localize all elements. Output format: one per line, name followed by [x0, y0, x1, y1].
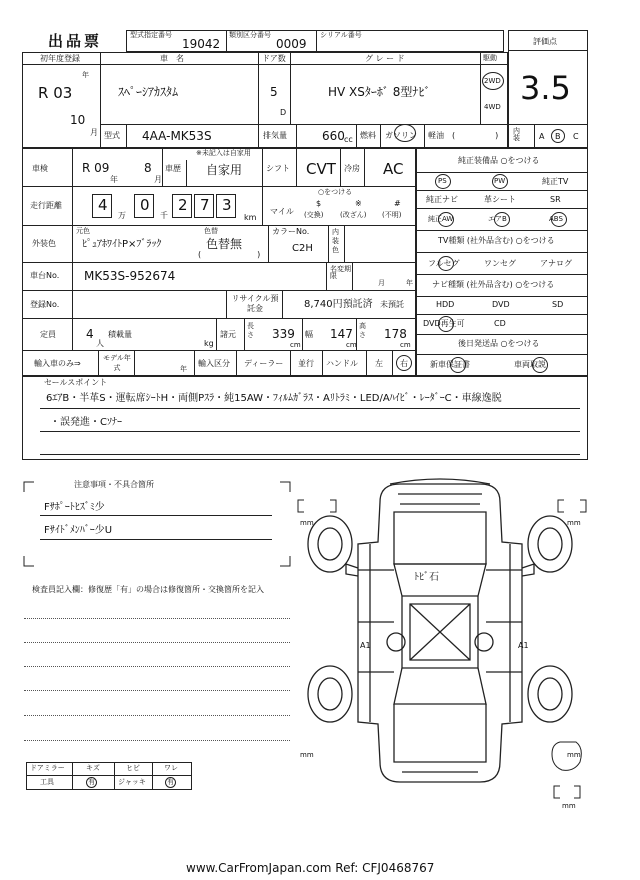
notes-bracket — [22, 476, 292, 572]
mileage-digit-1: 4 — [98, 196, 108, 214]
chassis-number: MK53S-952674 — [84, 269, 176, 283]
inspection-month: 8 — [144, 161, 152, 175]
model-designation-label: 型式指定番号 — [130, 31, 172, 39]
sales-label: セールスポイント — [44, 378, 108, 387]
inspection-era: R 09 — [82, 161, 110, 175]
car-name-label: 車 名 — [160, 54, 184, 63]
mm-label-bl: mm — [300, 751, 314, 759]
reg-label: 登録No. — [30, 300, 60, 309]
first-reg-label: 初年度登録 — [40, 54, 80, 63]
mm-label-bottom: mm — [562, 802, 576, 810]
color-number: C2H — [292, 243, 313, 254]
interior-grade-b: B — [555, 132, 561, 141]
mileage-digit-5: 3 — [222, 196, 232, 214]
category-label: 類別区分番号 — [229, 31, 271, 39]
capacity-value: 4 — [86, 327, 94, 341]
width-value: 147 — [330, 327, 353, 341]
first-reg-month: 10 — [70, 113, 86, 127]
recycle-value: 8,740円預託済 — [304, 299, 373, 310]
height-value: 178 — [384, 327, 407, 341]
mm-label-tr: mm — [567, 519, 581, 527]
model-designation-value: 19042 — [182, 37, 221, 51]
displacement-value: 660 — [322, 129, 345, 143]
car-name: ｽﾍﾟｰｼｱｶｽﾀﾑ — [118, 85, 179, 99]
sheet-title: 出品票 — [48, 32, 103, 50]
sales-line-1: 6ｴｱB・半革S・運転席ｼｰﾄH・両側Pｽﾗ・純15AW・ﾌｨﾙﾑｶﾞﾗｽ・Aﾘﾄﾗﾐ・LED/Aﾊｲﾋﾞ・ﾚｰﾀﾞｰC・車線逸脱 — [46, 393, 502, 404]
damage-a1-left: A1 — [360, 641, 371, 650]
mm-label-br: mm — [567, 751, 581, 759]
type-value: 4AA-MK53S — [142, 129, 212, 143]
score-value: 3.5 — [520, 69, 571, 107]
repaint-value: 色替無 — [206, 237, 243, 251]
category-value: 0009 — [276, 37, 307, 51]
note-line-1: Fｻﾎﾟｰﾄﾋｽﾞﾐ少 — [44, 502, 105, 513]
sales-line-2: ・誤発進・Cｿﾅｰ — [50, 417, 122, 428]
serial-label: シリアル番号 — [320, 31, 362, 39]
notes-label: 注意事項・不具合箇所 — [74, 480, 154, 489]
shift-value: CVT — [306, 160, 336, 178]
car-damage-diagram — [290, 472, 590, 812]
mileage-digit-4: 7 — [200, 196, 210, 214]
inspector-note: 検査員記入欄：修復歴「有」の場合は修復箇所・交換箇所を記入 — [32, 585, 264, 594]
mileage-label: 走行距離 — [30, 201, 62, 210]
ac-value: AC — [383, 160, 404, 178]
color-label: 外装色 — [32, 239, 56, 248]
doors-value: 5 — [270, 85, 278, 99]
mm-label-tl: mm — [300, 519, 314, 527]
capacity-label: 定員 — [40, 330, 56, 339]
mileage-digit-3: 2 — [178, 196, 188, 214]
grade-value: HV XSﾀｰﾎﾞ 8型ﾅﾋﾞ — [328, 85, 431, 99]
footer-ref: www.CarFromJapan.com Ref: CFJ0468767 — [186, 861, 435, 875]
first-reg-era: R 03 — [38, 84, 73, 102]
note-line-2: Fｻｲﾄﾞﾒﾝﾊﾞｰ少U — [44, 525, 113, 536]
length-value: 339 — [272, 327, 295, 341]
interior-grade-a: A — [539, 132, 545, 141]
original-color: ﾋﾟｭｱﾎﾜｲﾄP×ﾌﾞﾗｯｸ — [82, 239, 162, 250]
mileage-digit-2: 0 — [140, 196, 150, 214]
interior-grade-c: C — [573, 132, 579, 141]
damage-a1-right: A1 — [518, 641, 529, 650]
score-label: 評価点 — [533, 37, 557, 46]
usage-value: 自家用 — [206, 163, 243, 177]
inspection-label: 車検 — [32, 164, 48, 173]
damage-stone-chip: ﾄﾋﾞ石 — [414, 572, 439, 583]
chassis-label: 車台No. — [30, 271, 60, 280]
equip-title: 純正装備品 ○をつける — [458, 156, 540, 165]
